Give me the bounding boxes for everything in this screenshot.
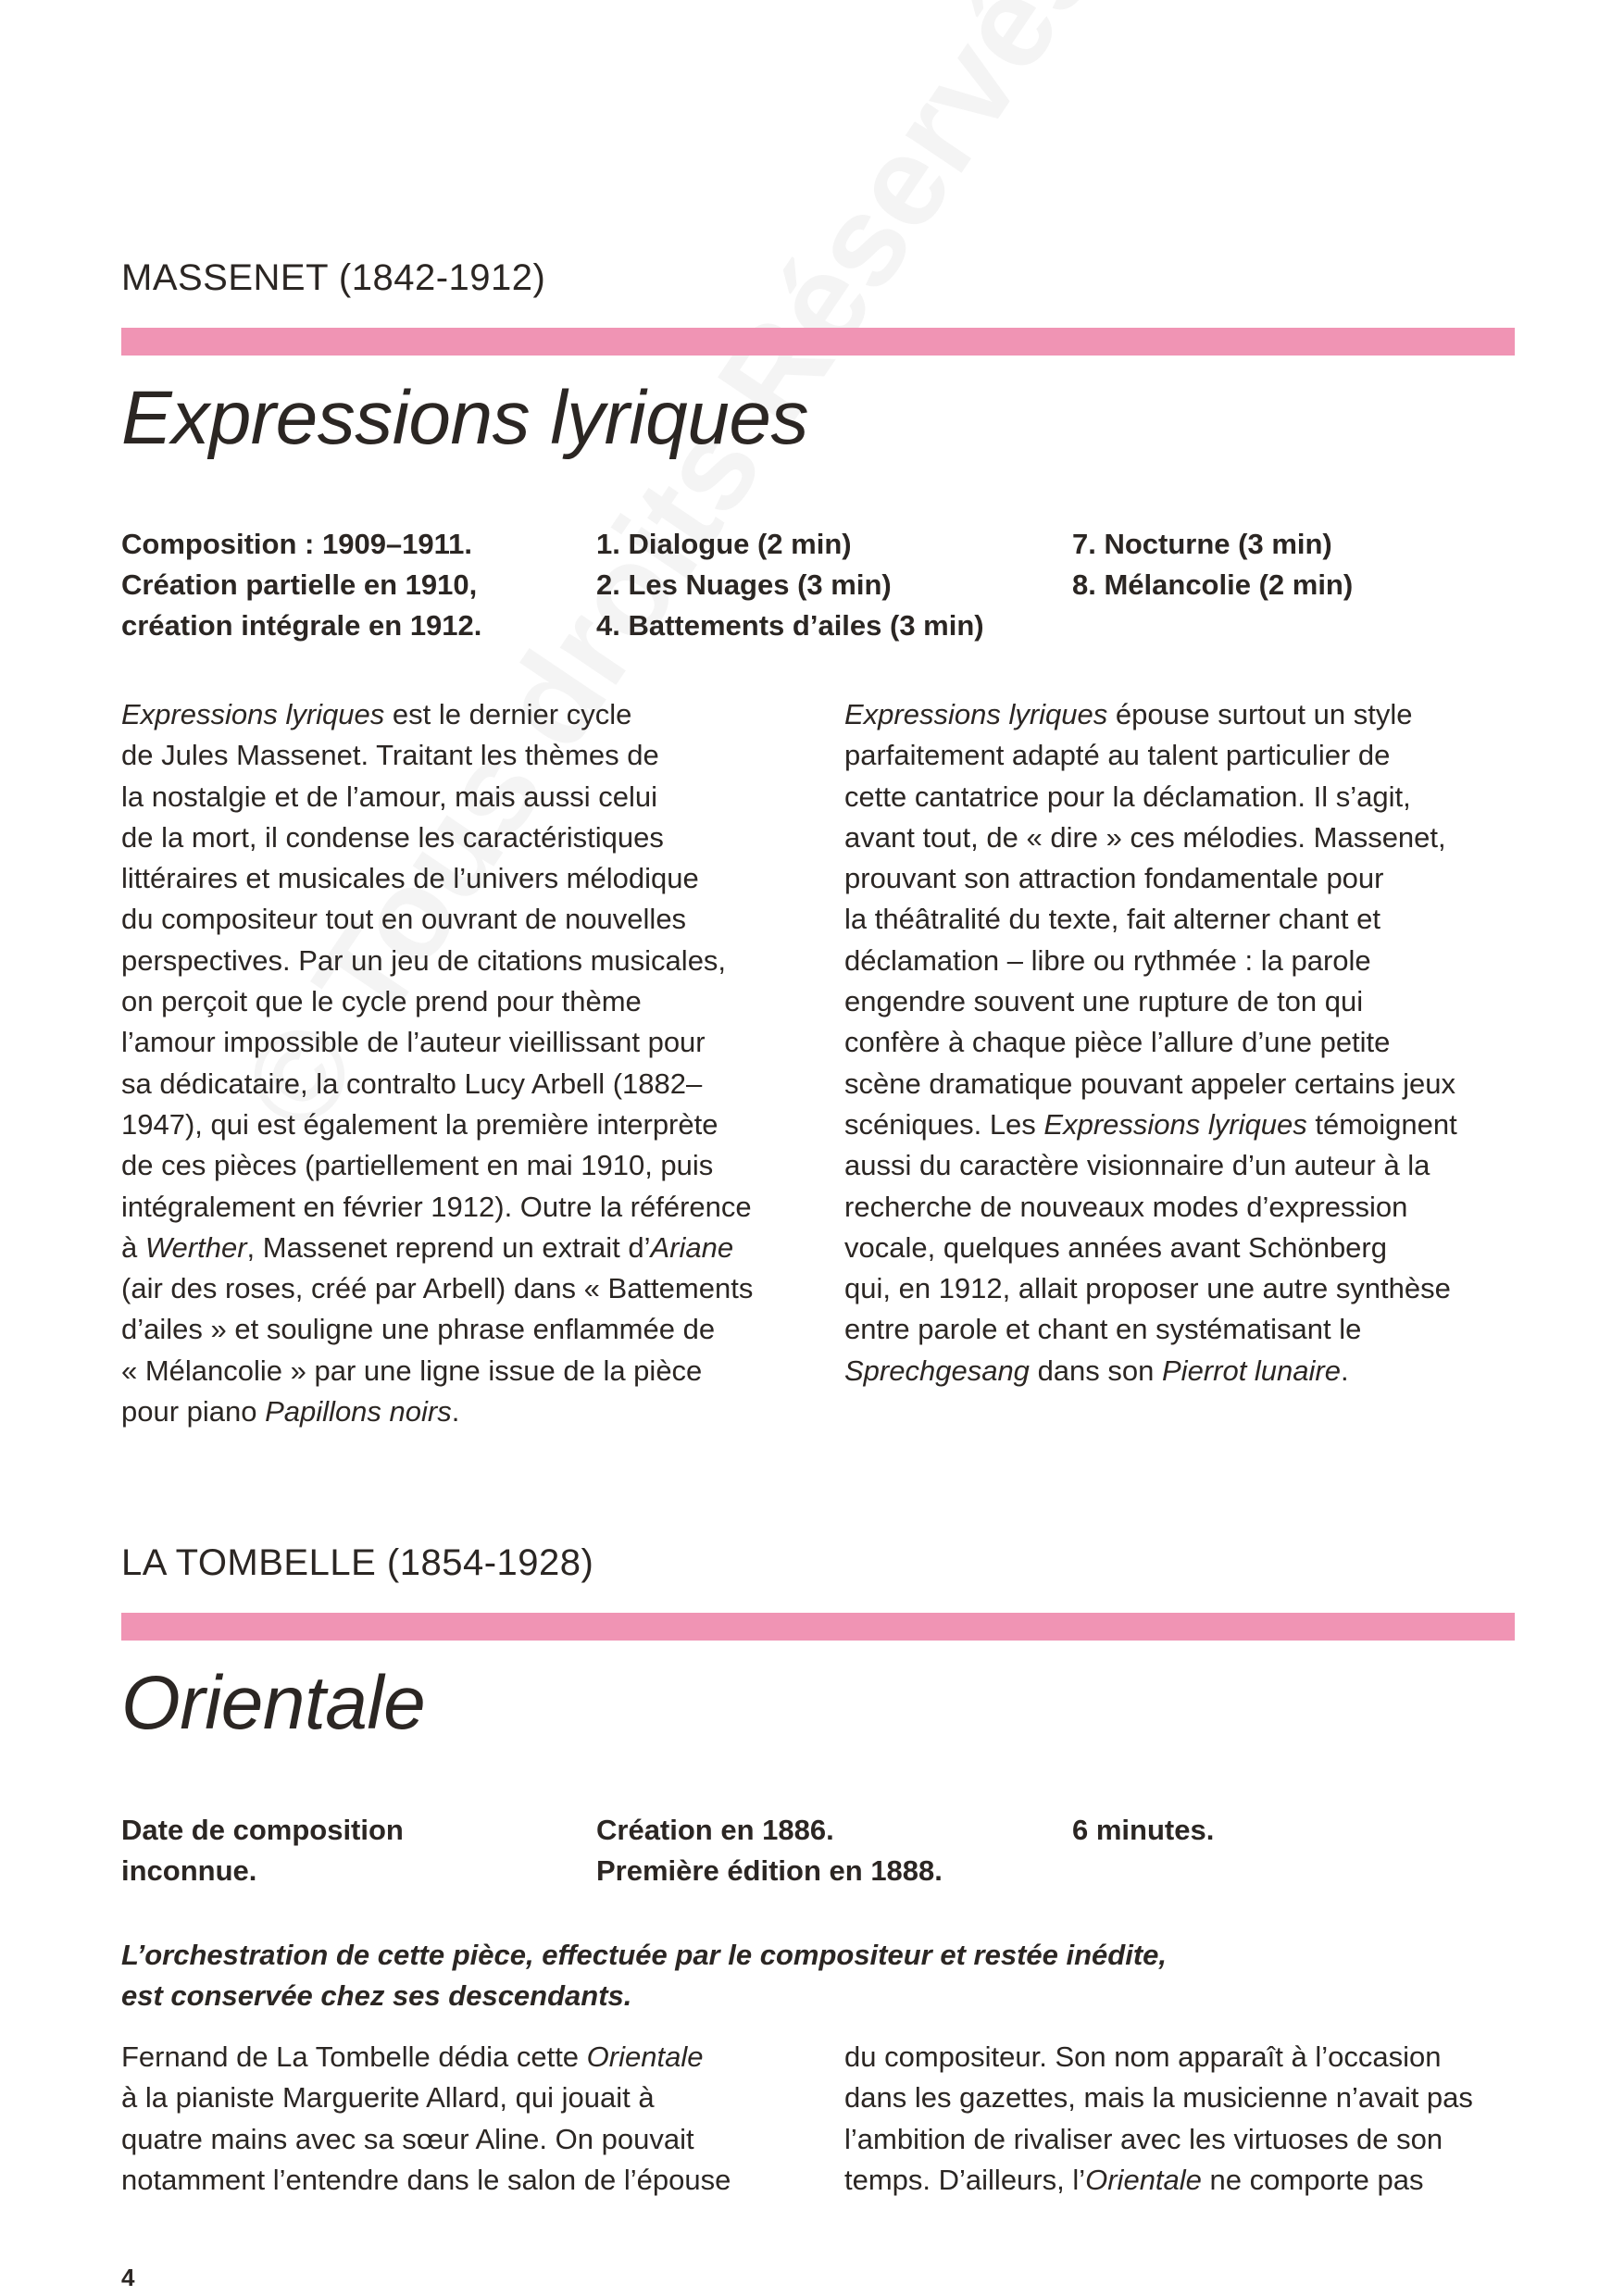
text-line: l’amour impossible de l’auteur vieillissant pour xyxy=(121,1026,706,1059)
text-line: confère à chaque pièce l’allure d’une petite xyxy=(844,1026,1391,1059)
text-line: déclamation – libre ou rythmée : la parole xyxy=(844,943,1371,977)
meta-line: création intégrale en 1912. xyxy=(121,609,482,642)
text-line: « Mélancolie » par une ligne issue de la pièce xyxy=(121,1354,703,1387)
meta-line: 7. Nocturne (3 min) xyxy=(1072,528,1332,560)
text-line: Fernand de La Tombelle dédia cette Orientale xyxy=(121,2040,704,2073)
composer-heading-la-tombelle: LA TOMBELLE (1854-1928) xyxy=(121,1542,594,1583)
text-line: Sprechgesang dans son Pierrot lunaire. xyxy=(844,1354,1349,1387)
work-title-orientale: Orientale xyxy=(121,1661,426,1745)
body-column-left xyxy=(121,694,753,1432)
meta-column-duration xyxy=(1072,1810,1214,1851)
text-line: de Jules Massenet. Traitant les thèmes de xyxy=(121,739,659,772)
meta-line: Première édition en 1888. xyxy=(596,1854,943,1887)
text-line: perspectives. Par un jeu de citations musicales, xyxy=(121,943,727,977)
italic-sprechgesang: Sprechgesang xyxy=(844,1354,1030,1387)
meta-line: 8. Mélancolie (2 min) xyxy=(1072,568,1354,601)
text-line: à la pianiste Marguerite Allard, qui jouait à xyxy=(121,2081,655,2115)
text-line: quatre mains avec sa sœur Aline. On pouvait xyxy=(121,2122,694,2155)
text-line: pour piano Papillons noirs. xyxy=(121,1395,460,1429)
text-line: temps. D’ailleurs, l’Orientale ne comporte pas xyxy=(844,2163,1424,2196)
italic-ariane: Ariane xyxy=(650,1230,734,1264)
text-line: d’ailes » et souligne une phrase enflammée de xyxy=(121,1313,716,1346)
text-line: (air des roses, créé par Arbell) dans « Battements xyxy=(121,1272,754,1305)
text-line: entre parole et chant en systématisant le xyxy=(844,1313,1362,1346)
meta-line: 6 minutes. xyxy=(1072,1814,1215,1846)
meta-column-composition xyxy=(121,524,481,646)
text-line: l’ambition de rivaliser avec les virtuoses de son xyxy=(844,2122,1443,2155)
italic-papillons: Papillons noirs xyxy=(265,1395,452,1429)
body-column-left-2 xyxy=(121,2037,731,2201)
italic-werther: Werther xyxy=(144,1230,247,1264)
text-line: à Werther, Massenet reprend un extrait d’Ariane xyxy=(121,1230,734,1264)
text-line: du compositeur tout en ouvrant de nouvelles xyxy=(121,903,687,936)
italic-title: Expressions lyriques xyxy=(121,698,385,730)
body-column-right xyxy=(844,694,1457,1391)
meta-column-movements-2 xyxy=(1072,524,1353,605)
text-line: recherche de nouveaux modes d’expression xyxy=(844,1190,1408,1223)
work-title-expressions-lyriques: Expressions lyriques xyxy=(121,376,808,460)
text-line: Expressions lyriques épouse surtout un style xyxy=(844,698,1413,730)
italic-pierrot: Pierrot lunaire xyxy=(1162,1354,1341,1387)
text-line: vocale, quelques années avant Schönberg xyxy=(844,1230,1387,1264)
text-line: notamment l’entendre dans le salon de l’épouse xyxy=(121,2163,731,2196)
italic-orientale: Orientale xyxy=(1085,2163,1202,2196)
text-line: scène dramatique pouvant appeler certains jeux xyxy=(844,1067,1456,1100)
meta-column-movements xyxy=(596,524,984,646)
text-line: la théâtralité du texte, fait alterner chant et xyxy=(844,903,1381,936)
body-column-right-2 xyxy=(844,2037,1473,2201)
meta-line: Date de composition xyxy=(121,1814,404,1846)
meta-line: Création en 1886. xyxy=(596,1814,834,1846)
text-line: prouvant son attraction fondamentale pour xyxy=(844,862,1384,895)
text-line: engendre souvent une rupture de ton qui xyxy=(844,985,1364,1018)
meta-line: inconnue. xyxy=(121,1854,257,1887)
meta-line: Création partielle en 1910, xyxy=(121,568,478,601)
text-line: parfaitement adapté au talent particulier de xyxy=(844,739,1391,772)
text-line: sa dédicataire, la contralto Lucy Arbell (1882– xyxy=(121,1067,703,1100)
italic-title: Expressions lyriques xyxy=(1043,1107,1307,1141)
italic-title: Expressions lyriques xyxy=(844,698,1108,730)
text-line: aussi du caractère visionnaire d’un auteur à la xyxy=(844,1149,1430,1182)
meta-column-creation xyxy=(596,1810,943,1891)
text-line: du compositeur. Son nom apparaît à l’occasion xyxy=(844,2040,1442,2073)
text-line: de la mort, il condense les caractéristiques xyxy=(121,820,664,854)
lead-line: est conservée chez ses descendants. xyxy=(121,1979,632,2012)
text-line: avant tout, de « dire » ces mélodies. Massenet, xyxy=(844,820,1446,854)
meta-line: 4. Battements d’ailes (3 min) xyxy=(596,609,984,642)
text-line: intégralement en février 1912). Outre la référence xyxy=(121,1190,752,1223)
meta-column-date xyxy=(121,1810,404,1891)
meta-line: Composition : 1909–1911. xyxy=(121,528,473,560)
text-line: on perçoit que le cycle prend pour thème xyxy=(121,985,642,1018)
meta-line: 2. Les Nuages (3 min) xyxy=(596,568,892,601)
text-line: dans les gazettes, mais la musicienne n’avait pas xyxy=(844,2081,1473,2115)
text-line: littéraires et musicales de l’univers mélodique xyxy=(121,862,699,895)
section-divider-bar xyxy=(121,328,1515,356)
orchestration-note xyxy=(121,1935,1167,2016)
text-line: de ces pièces (partiellement en mai 1910, puis xyxy=(121,1149,714,1182)
section-divider-bar xyxy=(121,1613,1515,1641)
italic-orientale: Orientale xyxy=(586,2040,704,2073)
page-number: 4 xyxy=(121,2264,135,2291)
text-line: qui, en 1912, allait proposer une autre synthèse xyxy=(844,1272,1451,1305)
text-line: 1947), qui est également la première interprète xyxy=(121,1107,718,1141)
text-line: Expressions lyriques est le dernier cycle xyxy=(121,698,632,730)
lead-line: L’orchestration de cette pièce, effectuée par le compositeur et restée inédite, xyxy=(121,1939,1168,1971)
meta-line: 1. Dialogue (2 min) xyxy=(596,528,852,560)
text-line: cette cantatrice pour la déclamation. Il s’agit, xyxy=(844,780,1411,813)
text-line: la nostalgie et de l’amour, mais aussi celui xyxy=(121,780,657,813)
composer-heading-massenet: MASSENET (1842-1912) xyxy=(121,257,546,298)
text-line: scéniques. Les Expressions lyriques témoignent xyxy=(844,1107,1457,1141)
